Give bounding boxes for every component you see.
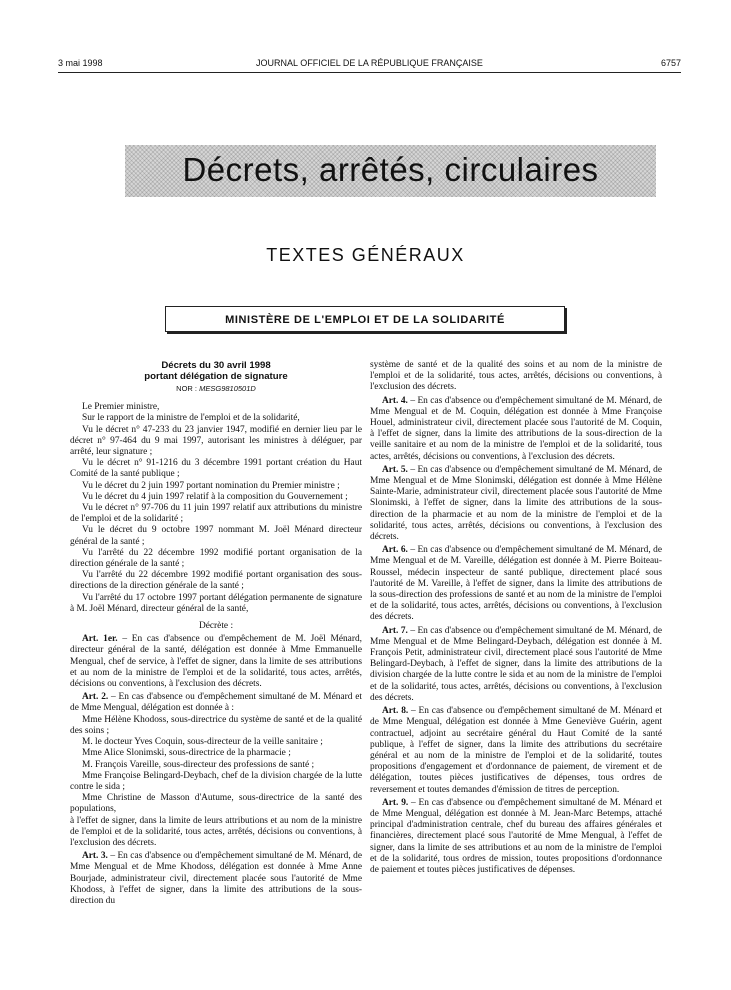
header-page-number: 6757 [660, 58, 681, 68]
article-label: Art. 5. [382, 464, 408, 475]
paragraph [70, 548, 362, 570]
paragraph-text: – En cas d'absence ou d'empêchement simultané de M. Ménard, de Mme Mengual et de M. Vareille, délégation est donnée à M. Pierre Boiteau-Roussel, médecin inspecteur de santé publique, directement placé sous l'autorité de M. Vareille, à l'effet de signer, dans la limite des attributions de la sous-direction des professions de santé et au nom de la ministre de l'emploi et de la solidarité, tous actes, arrêtés, décisions ou conventions, à l'exclusion des décrets. [370, 545, 662, 623]
paragraph [70, 737, 362, 748]
paragraph [70, 715, 362, 737]
paragraph-text: – En cas d'absence ou d'empêchement simultané de M. Ménard, de Mme Mengual et de Mme Belingard-Deybach, délégation est donnée à M. François Petit, administrateur civil, directement placé sous l'autorité de Mme Belingard-Deybach, à l'effet de signer, dans la limite des attributions de la division chargée de la lutte contre le sida et au nom de la ministre de l'emploi et de la solidarité, tous actes, arrêtés, décisions ou conventions, à l'exclusion des décrets. [370, 625, 662, 703]
paragraph [70, 692, 362, 714]
article-label: Art. 4. [382, 395, 408, 406]
paragraph [70, 413, 362, 424]
paragraph [70, 458, 362, 480]
left-column [70, 360, 362, 907]
paragraph [70, 793, 362, 815]
header-date: 3 mai 1998 [58, 58, 103, 68]
paragraph [70, 481, 362, 492]
header-journal-title: JOURNAL OFFICIEL DE LA RÉPUBLIQUE FRANÇAISE [256, 58, 483, 68]
paragraph [70, 851, 362, 907]
paragraph-text: – En cas d'absence ou d'empêchement de M. Joël Ménard, directeur général de la santé, délégation est donnée à Mme Emmanuelle Mengual, chef de service, à l'effet de signer, dans la limite de ses attributions et au nom de la ministre de l'emploi et de la solidarité, tous actes, arrêtés, décisions ou conventions, à l'exclusion des décrets. [70, 634, 362, 690]
article-label: Art. 1er. [82, 634, 118, 645]
nor-reference [70, 383, 362, 394]
paragraph-text: Vu l'arrêté du 22 décembre 1992 modifié portant organisation des sous-directions de la direction générale de la santé ; [70, 570, 362, 592]
paragraph [70, 425, 362, 459]
right-articles [370, 360, 662, 876]
paragraph [70, 503, 362, 525]
paragraph-text: Vu le décret du 4 juin 1997 relatif à la composition du Gouvernement ; [82, 491, 348, 502]
decree-title-line2: portant délégation de signature [144, 371, 288, 382]
paragraph-text: Vu le décret n° 97-706 du 11 juin 1997 relatif aux attributions du ministre de l'emploi et de la solidarité ; [70, 503, 362, 525]
paragraph [370, 545, 662, 623]
paragraph-text: – En cas d'absence ou d'empêchement simultané de M. Ménard, de Mme Mengual et de Mme Slonimski, délégation est donnée à Mme Hélène Sainte-Marie, administrateur civil, directement placée sous l'autorité de Mme Slonimski, à l'effet de signer, dans la limite des attributions de la sous-direction de la pharmacie et au nom de la ministre de l'emploi et de la solidarité, tous actes, arrêtés, décisions ou conventions, à l'exclusion des décrets. [370, 464, 662, 543]
paragraph [370, 360, 662, 394]
paragraph [70, 570, 362, 592]
paragraph-text: Mme Alice Slonimski, sous-directrice de la pharmacie ; [82, 748, 291, 759]
section-banner [125, 145, 656, 197]
paragraph-text: M. François Vareille, sous-directeur des professions de santé ; [82, 759, 315, 770]
paragraph [70, 771, 362, 793]
paragraph-text: Vu l'arrêté du 22 décembre 1992 modifié portant organisation de la direction générale de la santé ; [70, 547, 362, 570]
paragraph-text: Vu le décret n° 47-233 du 23 janvier 1947, modifié en dernier lieu par le décret n° 97-464 du 9 mai 1997, autorisant les ministres à déléguer, par arrêté, leur signature ; [70, 424, 362, 458]
decree-title-line1: Décrets du 30 avril 1998 [161, 360, 271, 371]
left-articles [70, 634, 362, 907]
paragraph [370, 396, 662, 463]
paragraph-text: M. le docteur Yves Coquin, sous-directeur de la veille sanitaire ; [82, 737, 323, 748]
paragraph-text: à l'effet de signer, dans la limite de leurs attributions et au nom de la ministre de l'emploi et de la solidarité, tous actes, arrêtés, décisions ou conventions, à l'exclusion des décrets. [70, 815, 362, 848]
paragraph-text: – En cas d'absence ou d'empêchement simultané de M. Ménard et de Mme Mengual, délégation est donnée à M. Jean-Marc Betemps, attaché principal d'administration centrale, chef du bureau des affaires générales et financières, directement placé sous l'autorité de Mme Mengual, à l'effet de signer, dans la limite de ses attributions et au nom de la ministre de l'emploi et de la solidarité, tous ordres de mission, toutes propositions d'ordonnance de paiement et toutes pièces justificatives de dépenses. [370, 797, 662, 875]
paragraph-text: – En cas d'absence ou d'empêchement simultané de M. Ménard et de Mme Mengual, délégation est donnée à Mme Geneviève Guérin, agent contractuel, adjoint au secrétaire général du Haut Comité de la santé publique, à l'effet de signer, dans la limite des attributions du secrétaire général et au nom de la ministre de l'emploi et de la solidarité, toutes propositions d'engagement et d'ordonnance de paiement, de virement et de délégation, toutes pièces justificatives de dépenses, tous ordres de reversement et toutes demandes d'émission de titres de perception. [370, 706, 662, 795]
ministry-box: MINISTÈRE DE L'EMPLOI ET DE LA SOLIDARITÉ [165, 306, 565, 332]
paragraph-text: Le Premier ministre, [82, 402, 160, 413]
article-label: Art. 3. [82, 851, 108, 862]
decrete-label: Décrète : [198, 621, 234, 632]
paragraph [70, 525, 362, 547]
article-label: Art. 8. [382, 706, 409, 717]
article-label: Art. 7. [382, 625, 408, 636]
paragraph-text: Vu le décret du 9 octobre 1997 nommant M. Joël Ménard directeur général de la santé ; [70, 525, 362, 547]
paragraph [70, 760, 362, 771]
paragraph-text: Mme Christine de Masson d'Autume, sous-directrice de la santé des populations, [70, 793, 362, 815]
article-label: Art. 6. [382, 545, 408, 556]
paragraph-text: Vu l'arrêté du 17 octobre 1997 portant délégation permanente de signature à M. Joël Ménard, directeur général de la santé, [70, 592, 362, 614]
paragraph-text: système de santé et de la qualité des soins et au nom de la ministre de l'emploi et de la solidarité, tous actes, arrêtés, décisions ou conventions, à l'exclusion des décrets. [370, 360, 662, 393]
article-label: Art. 9. [382, 797, 409, 808]
paragraph-text: – En cas d'absence ou d'empêchement simultané de M. Ménard et de Mme Mengual, délégation est donnée à : [70, 692, 362, 714]
paragraph-text: – En cas d'absence ou d'empêchement simultané de M. Ménard, de Mme Mengual et de Mme Khodoss, délégation est donnée à Mme Anne Bourjade, administrateur civil, directement placée sous l'autorité de Mme Khodoss, à l'effet de signer, dans la limite des attributions de la sous-direction du [70, 851, 362, 906]
paragraph [70, 492, 362, 503]
paragraph [70, 402, 362, 413]
paragraph-text: Vu le décret du 2 juin 1997 portant nomination du Premier ministre ; [82, 480, 340, 491]
nor-code: MESG9810501D [199, 384, 256, 393]
paragraph-text: Vu le décret n° 91-1216 du 3 décembre 1991 portant création du Haut Comité de la santé publique ; [70, 458, 362, 480]
preamble [70, 402, 362, 615]
paragraph-text: Mme Hélène Khodoss, sous-directrice du système de santé et de la qualité des soins ; [70, 714, 362, 736]
page-header [58, 58, 681, 73]
paragraph-text: Sur le rapport de la ministre de l'emploi et de la solidarité, [82, 413, 300, 424]
paragraph [370, 706, 662, 796]
paragraph [70, 593, 362, 615]
paragraph [70, 748, 362, 759]
nor-label: NOR : [176, 384, 198, 393]
paragraph [70, 816, 362, 850]
banner-title: Décrets, arrêtés, circulaires [182, 151, 599, 188]
paragraph-text: Mme Françoise Belingard-Deybach, chef de la division chargée de la lutte contre le sida ; [70, 770, 362, 792]
paragraph [70, 634, 362, 690]
paragraph [370, 465, 662, 543]
right-column [370, 360, 662, 876]
paragraph-text: – En cas d'absence ou d'empêchement simultané de M. Ménard, de Mme Mengual et de M. Coquin, délégation est donnée à Mme Françoise Houel, administrateur civil, directement placée sous l'autorité de M. Coquin, à l'effet de signer, dans la limite des attributions de la sous-direction de la veille sanitaire et au nom de la ministre de l'emploi et de la solidarité, tous actes, arrêtés, décisions ou conventions, à l'exclusion des décrets. [370, 395, 662, 462]
section-title: TEXTES GÉNÉRAUX [266, 245, 465, 265]
article-label: Art. 2. [82, 692, 109, 703]
paragraph [370, 626, 662, 704]
paragraph [370, 798, 662, 876]
